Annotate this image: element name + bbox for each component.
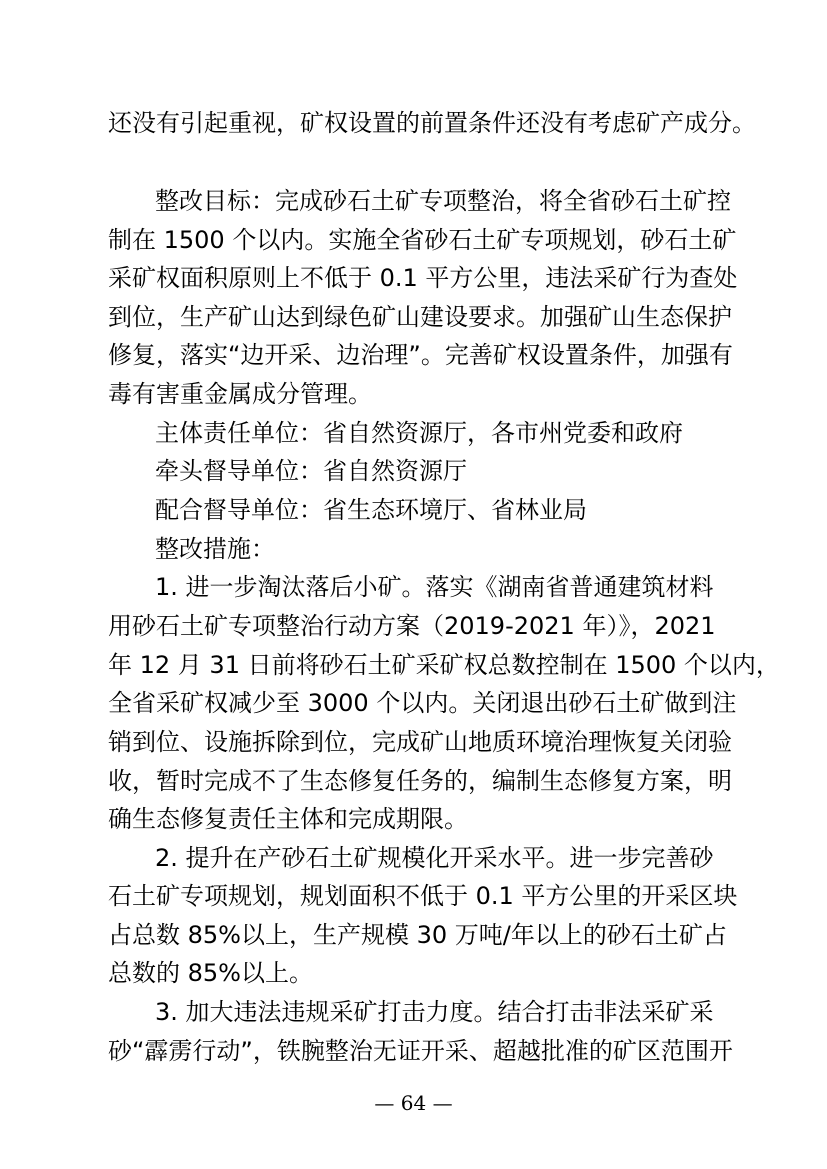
text-line: 整改措施： [155, 535, 275, 563]
text-line: 配合督导单位：省生态环境厅、省林业局 [155, 496, 587, 524]
text-line: 3. 加大违法违规采矿打击力度。结合打击非法采矿采 [155, 998, 714, 1026]
text-line: 采矿权面积原则上不低于 0.1 平方公里，违法采矿行为查处 [108, 264, 738, 292]
text-line: 确生态修复责任主体和完成期限。 [108, 805, 468, 833]
text-line: 主体责任单位：省自然资源厅，各市州党委和政府 [155, 419, 683, 447]
text-line: 全省采矿权减少至 3000 个以内。关闭退出砂石土矿做到注 [108, 689, 737, 717]
text-line: 整改目标：完成砂石土矿专项整治，将全省砂石土矿控 [155, 187, 731, 215]
text-line: 砂“霹雳行动”，铁腕整治无证开采、超越批准的矿区范围开 [108, 1037, 733, 1065]
text-line: 石土矿专项规划，规划面积不低于 0.1 平方公里的开采区块 [108, 882, 738, 910]
text-line: 占总数 85%以上，生产规模 30 万吨/年以上的砂石土矿占 [108, 921, 727, 949]
text-line: 还没有引起重视，矿权设置的前置条件还没有考虑矿产成分。 [108, 109, 756, 137]
text-line: 用砂石土矿专项整治行动方案（2019-2021 年）》，2021 [108, 612, 716, 640]
page-number: — 64 — [374, 1091, 453, 1115]
text-line: 牵头督导单位：省自然资源厅 [155, 457, 467, 485]
text-line: 销到位、设施拆除到位，完成矿山地质环境治理恢复关闭验 [108, 728, 732, 756]
text-line: 1. 进一步淘汰落后小矿。落实《湖南省普通建筑材料 [155, 573, 714, 601]
text-line: 收，暂时完成不了生态修复任务的，编制生态修复方案，明 [108, 767, 732, 795]
text-line: 修复，落实“边开采、边治理”。完善矿权设置条件，加强有 [108, 341, 733, 369]
text-line: 年 12 月 31 日前将砂石土矿采矿权总数控制在 1500 个以内， [108, 651, 780, 679]
text-line: 毒有害重金属成分管理。 [108, 380, 372, 408]
text-line: 2. 提升在产砂石土矿规模化开采水平。进一步完善砂 [155, 844, 714, 872]
text-line: 制在 1500 个以内。实施全省砂石土矿专项规划，砂石土矿 [108, 226, 737, 254]
text-line: 到位，生产矿山达到绿色矿山建设要求。加强矿山生态保护 [108, 303, 732, 331]
text-line: 总数的 85%以上。 [108, 959, 313, 987]
